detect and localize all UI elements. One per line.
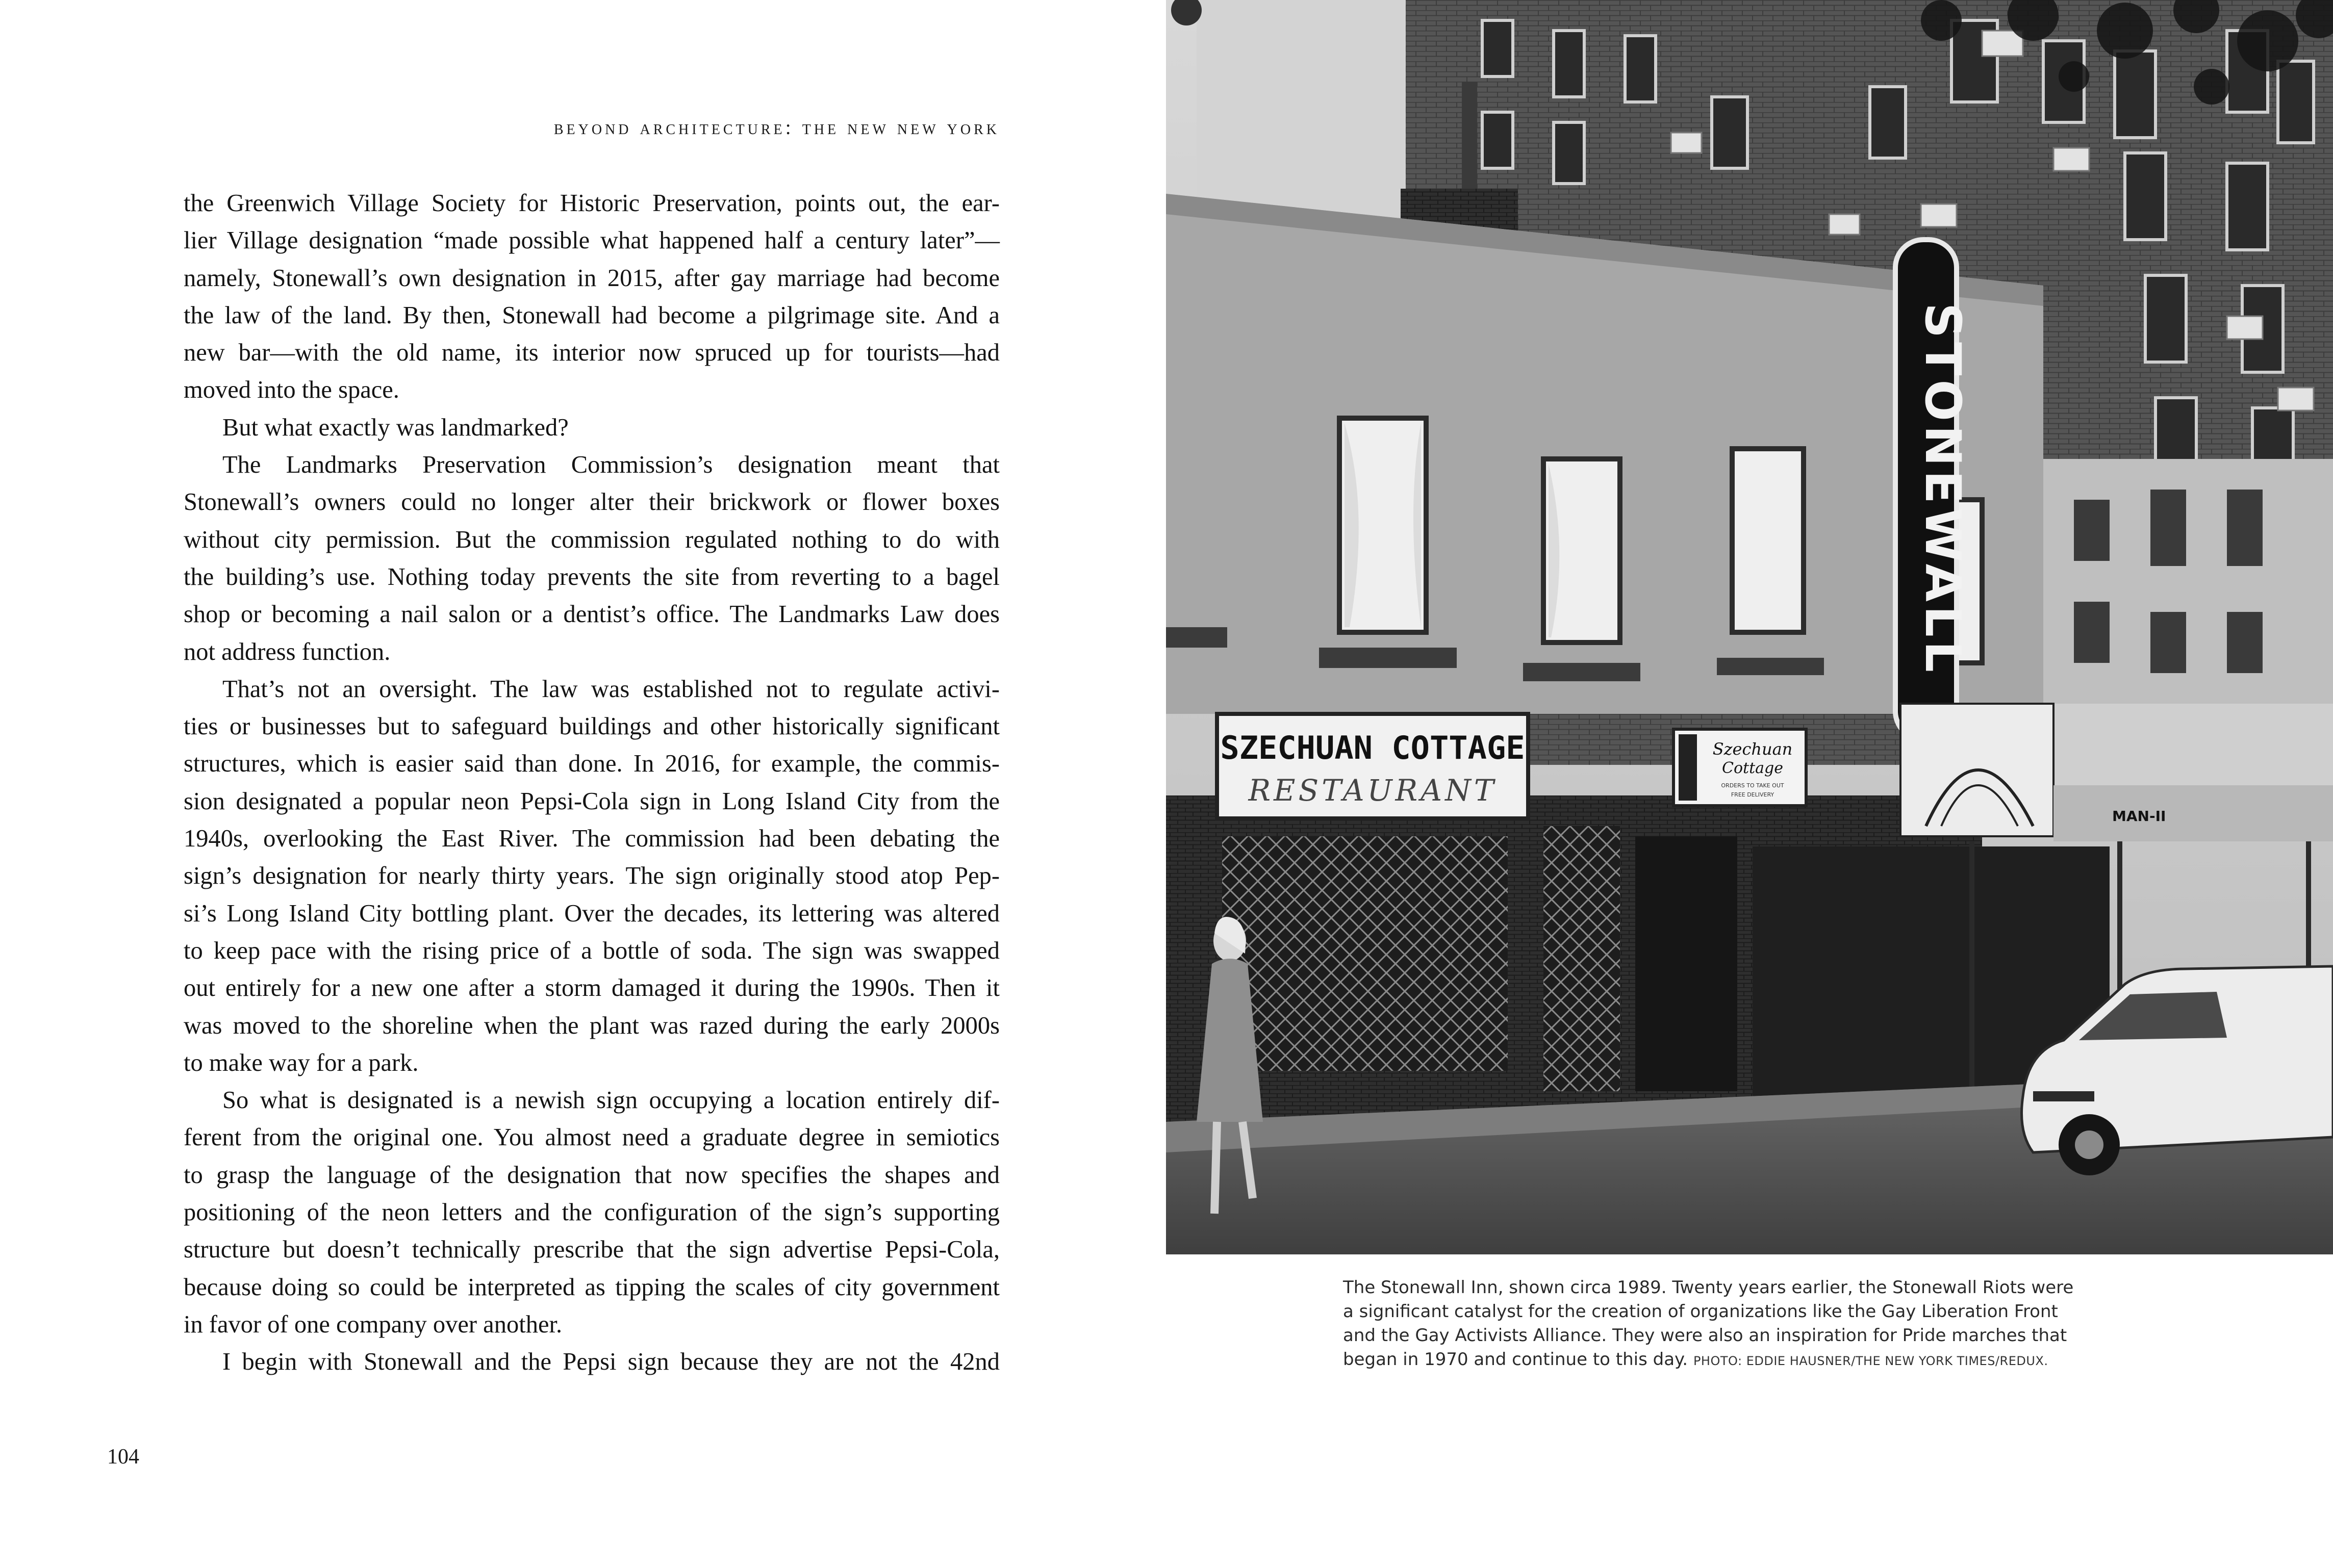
body-line: lier Village designation “made possible what happened half a century later”—	[184, 227, 1000, 254]
body-line: I begin with Stonewall and the Pepsi sign because they are not the 42nd	[222, 1348, 1000, 1376]
body-line: not address function.	[184, 638, 391, 665]
page-number: 104	[107, 1445, 139, 1469]
stonewall-photo	[1166, 0, 2333, 1254]
body-line: the law of the land. By then, Stonewall had become a pilgrimage site. And a	[184, 301, 1000, 329]
caption-line: a significant catalyst for the creation of organizations like the Gay Liberation Front	[1343, 1301, 2058, 1322]
body-line: That’s not an oversight. The law was established not to regulate activi-	[222, 675, 1000, 703]
small-szechuan-sign	[1673, 729, 1806, 806]
photo-credit: PHOTO: EDDIE HAUSNER/THE NEW YORK TIMES/REDUX.	[1693, 1354, 2048, 1368]
body-line: the Greenwich Village Society for Historic Preservation, points out, the ear-	[184, 190, 1000, 217]
body-line: shop or becoming a nail salon or a dentist’s office. The Landmarks Law does	[184, 601, 1000, 628]
body-line: The Landmarks Preservation Commission’s designation meant that	[222, 451, 1000, 479]
small-sign-line4: FREE DELIVERY	[1731, 791, 1774, 798]
body-line: without city permission. But the commission regulated nothing to do with	[184, 526, 1000, 553]
caption-line: began in 1970 and continue to this day.	[1343, 1349, 1688, 1370]
stonewall-sign-text: STONEWALL	[1914, 302, 1971, 677]
body-line: was moved to the shoreline when the plant was razed during the early 2000s	[184, 1012, 1000, 1039]
body-line: So what is designated is a newish sign occupying a location entirely dif-	[222, 1087, 1000, 1114]
photo-caption	[1343, 1276, 2118, 1373]
szechuan-cottage-sign	[1217, 714, 1528, 818]
small-sign-line3: ORDERS TO TAKE OUT	[1721, 782, 1784, 789]
body-text	[184, 185, 1000, 1381]
body-line: moved into the space.	[184, 376, 399, 404]
szechuan-sign-line1: SZECHUAN COTTAGE	[1220, 729, 1525, 766]
body-line: to make way for a park.	[184, 1049, 419, 1076]
running-head: beyond architecture: the new new york	[553, 116, 1000, 139]
stonewall-sign	[1895, 240, 1971, 739]
caption-line: The Stonewall Inn, shown circa 1989. Twenty years earlier, the Stonewall Riots were	[1343, 1277, 2074, 1298]
caption-line: and the Gay Activists Alliance. They were also an inspiration for Pride marches that	[1343, 1325, 2067, 1346]
deco-awning	[1900, 704, 2333, 841]
caption-line-last	[1343, 1348, 2118, 1373]
body-line: sign’s designation for nearly thirty years. The sign originally stood atop Pep-	[184, 862, 1000, 890]
body-line: si’s Long Island City bottling plant. Over the decades, its lettering was altered	[184, 899, 1000, 927]
body-line: Stonewall’s owners could no longer alter their brickwork or flower boxes	[184, 489, 1000, 516]
body-line: to keep pace with the rising price of a bottle of soda. The sign was swapped	[184, 937, 1000, 964]
body-line: 1940s, overlooking the East River. The commission had been debating the	[184, 825, 1000, 853]
body-line: structures, which is easier said than done. In 2016, for example, the commis-	[184, 750, 1000, 778]
body-line: ties or businesses but to safeguard buildings and other historically significant	[184, 713, 1000, 740]
body-line: sion designated a popular neon Pepsi-Cola sign in Long Island City from the	[184, 787, 1000, 815]
body-line: to grasp the language of the designation that now specifies the shapes and	[184, 1161, 1000, 1189]
szechuan-sign-line2: RESTAURANT	[1248, 773, 1497, 808]
body-line: because doing so could be interpreted as tipping the scales of city government	[184, 1273, 1000, 1301]
body-line: out entirely for a new one after a storm damaged it during the 1990s. Then it	[184, 974, 1000, 1002]
body-line: the building’s use. Nothing today prevents the site from reverting to a bagel	[184, 563, 1000, 590]
awning-text: MAN-II	[2112, 808, 2166, 825]
body-line: in favor of one company over another.	[184, 1310, 563, 1338]
small-sign-line1: Szechuan	[1712, 739, 1793, 759]
body-line: new bar—with the old name, its interior now spruced up for tourists—had	[184, 339, 1000, 367]
small-sign-line2: Cottage	[1722, 759, 1783, 777]
body-line: But what exactly was landmarked?	[222, 414, 569, 441]
body-line: structure but doesn’t technically prescribe that the sign advertise Pepsi-Cola,	[184, 1236, 1000, 1264]
body-line: ferent from the original one. You almost need a graduate degree in semiotics	[184, 1124, 1000, 1151]
body-line: positioning of the neon letters and the configuration of the sign’s supporting	[184, 1199, 1000, 1226]
body-line: namely, Stonewall’s own designation in 2015, after gay marriage had become	[184, 264, 1000, 292]
